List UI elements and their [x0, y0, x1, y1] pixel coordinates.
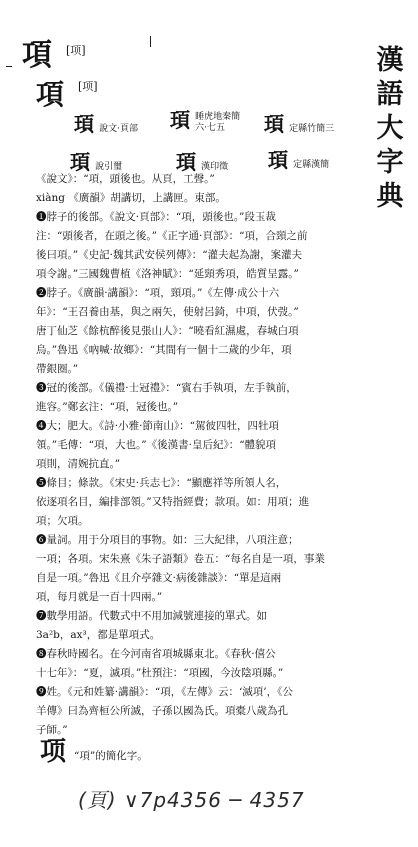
- ancient-glyph: 頊: [170, 108, 190, 132]
- entry-body: [36, 170, 362, 740]
- ancient-glyph: 頊: [268, 148, 288, 172]
- form-item: [74, 108, 138, 137]
- title-char: 語: [376, 79, 404, 110]
- form-source: 睡虎地秦簡 六·七五: [195, 111, 241, 133]
- form-item: [170, 104, 251, 134]
- handwritten-note: (頁) ∨7p4356 ─ 4357: [78, 788, 305, 812]
- form-source: 定縣漢簡: [293, 160, 330, 170]
- form-item: [268, 144, 329, 173]
- title-char: 字: [376, 147, 404, 178]
- form-source: 漢印徵: [201, 162, 229, 172]
- text-line: 項令謝。”三國魏曹植《洛神賦》：“延頸秀項，皓質呈露。”: [36, 268, 299, 280]
- text-line: 3a²b，ax³，都是單項式。: [36, 629, 161, 641]
- text-line: ❻量詞。用于分項目的事物。如：三大紀律，八項注意；: [36, 534, 299, 546]
- text-line: 項；欠項。: [36, 515, 89, 527]
- text-line: xiàng 《廣韻》胡講切，上講匣。東部。: [36, 192, 226, 204]
- ancient-glyph: 頊: [74, 112, 94, 136]
- text-line: ❹大；肥大。《詩·小雅·節南山》：“駕彼四牡，四牡項: [36, 420, 280, 432]
- text-line: 自是一項。”魯迅《且介亭雜文·病後雜談》：“單是這兩: [36, 572, 282, 584]
- text-line: ❽春秋時國名。在今河南省項城縣東北。《春秋·僖公: [36, 648, 276, 660]
- title-char: 典: [376, 181, 404, 212]
- headword-bracket: [项]: [66, 44, 86, 57]
- text-line: 唐丁仙芝《餘杭醉後見張山人》：“曉看紅濕處，春城白項: [36, 325, 299, 337]
- ancient-glyph: 頊: [176, 150, 196, 174]
- headword: 項: [22, 38, 52, 73]
- text-line: ❾姓。《元和姓纂·講韻》：“項，《左傳》云：‘滅項’，《公: [36, 686, 293, 698]
- text-line: 《說文》：“項，頭後也。从頁，工聲。”: [36, 173, 215, 185]
- text-line: 烏。”魯迅《吶喊·故鄉》：“其間有一個十二歲的少年，項: [36, 344, 292, 356]
- text-line: 項則，清婉抗直。”: [36, 458, 121, 470]
- text-line: ❼數學用語。代數式中不用加減號連接的單式。如: [36, 610, 267, 622]
- text-line: 一項；各項。宋朱熹《朱子語類》卷五：“每名自是一項，事業: [36, 553, 325, 565]
- text-line: 後曰項。”《史記·魏其武安侯列傳》：“灌夫起為謝，案灌夫: [36, 249, 303, 261]
- ancient-glyph: 頊: [70, 150, 90, 174]
- traditional-bracket: [项]: [78, 80, 98, 93]
- text-line: 進容。”鄭玄注：“項，冠後也。”: [36, 401, 179, 413]
- form-source: 說引璽: [95, 162, 123, 172]
- simplified-note: “項”的簡化字。: [74, 750, 148, 762]
- simplified-headword: 项: [40, 737, 67, 767]
- scan-mark: [150, 36, 151, 47]
- text-line: 子師。”: [36, 724, 68, 736]
- text-line: 項，每月就是一百十四兩。”: [36, 591, 163, 603]
- text-line: ❶脖子的後部。《說文·頁部》：“項，頭後也。”段玉裁: [36, 211, 276, 223]
- title-char: 大: [376, 113, 404, 144]
- form-source: 說文·頁部: [99, 124, 138, 134]
- text-line: 帶銀圈。”: [36, 363, 79, 375]
- form-source: 定縣竹簡三: [289, 124, 335, 134]
- traditional-headword: 項: [36, 78, 65, 111]
- text-line: 注：“頭後者，在頭之後。”《正字通·頁部》：“項，合頸之前: [36, 230, 308, 242]
- ancient-glyph: 頊: [264, 112, 284, 136]
- form-item: [264, 108, 334, 137]
- dictionary-title: [374, 44, 406, 214]
- text-line: 年》：“王召養由基，與之兩矢，使射呂錡，中項，伏弢。”: [36, 306, 299, 318]
- text-line: ❷脖子。《廣韻·講韻》：“項，頸項。”《左傳·成公十六: [36, 287, 280, 299]
- text-line: 羊傳》曰為齊桓公所滅，子孫以國為氏。項橐八歲為孔: [36, 705, 288, 717]
- scan-mark: [6, 66, 12, 67]
- title-char: 漢: [376, 45, 404, 76]
- text-line: ❸冠的後部。《儀禮·士冠禮》：“賓右手執項，左手執前，: [36, 382, 297, 394]
- text-line: 十七年》：“夏，滅項。”杜預注：“項國，今汝陰項縣。”: [36, 667, 284, 679]
- text-line: ❺條目；條款。《宋史·兵志七》：“顯應祥等所領人名，: [36, 477, 287, 489]
- text-line: 領。”毛傳：“項，大也。”《後漢書·皇后紀》：“體貌項: [36, 439, 277, 451]
- text-line: 依逐項名目，編排部領。”又特指經費；款項。如：用項；進: [36, 496, 310, 508]
